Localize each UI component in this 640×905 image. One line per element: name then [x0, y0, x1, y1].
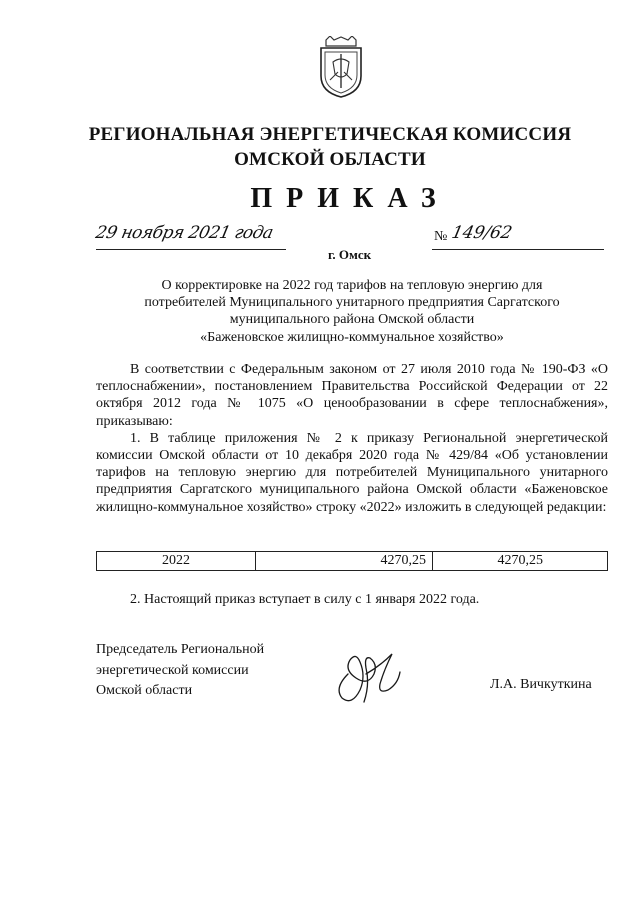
tariff-table	[96, 551, 608, 571]
signatory-title-line: Омской области	[96, 683, 193, 698]
handwritten-number: 149/62	[449, 223, 514, 243]
item-2-paragraph: 2. Настоящий приказ вступает в силу с 1 января 2022 года.	[130, 592, 480, 607]
handwritten-signature	[330, 644, 408, 708]
org-line-2: ОМСКОЙ ОБЛАСТИ	[234, 149, 426, 170]
order-body	[96, 361, 608, 516]
signatory-title-line: Председатель Региональной	[96, 642, 265, 657]
item-1-paragraph: 1. В таблице приложения № 2 к приказу Региональной энергетической комиссии Омской области от 10 декабря 2020 года № 429/84 «Об установлении тарифов на тепловую энергию для потребителей Муниципального унитарного предприятия Саргатского муниципального района Омской области «Баженовское жилищно-коммунальное хозяйство» строку «2022» изложить в следующей редакции:	[96, 430, 608, 515]
signatory-title-line: энергетической комиссии	[96, 662, 249, 678]
subject-line: О корректировке на 2022 год тарифов на тепловую энергию для	[161, 278, 543, 293]
city-label: г. Омск	[328, 247, 372, 262]
table-row	[97, 552, 608, 571]
date-field	[93, 223, 286, 250]
number-field	[432, 223, 604, 250]
subject-line: потребителей Муниципального унитарного предприятия Саргатского	[144, 295, 560, 311]
preamble-paragraph: В соответствии с Федеральным законом от 27 июля 2010 года № 190-ФЗ «О теплоснабжении», постановлением Правительства Российской Федерации от 22 октября 2012 года № 1075 «О ценообразовании в сфере теплоснабжения», приказываю:	[96, 362, 608, 429]
coat-of-arms-icon	[316, 36, 366, 98]
subject-line: муниципального района Омской области	[229, 312, 475, 328]
number-sign: №	[434, 229, 448, 244]
signatory-name: Л.А. Вичкуткина	[490, 677, 592, 692]
table-cell-year: 2022	[97, 552, 256, 571]
org-line-1: РЕГИОНАЛЬНАЯ ЭНЕРГЕТИЧЕСКАЯ КОМИССИЯ	[88, 124, 572, 145]
document-type-title: ПРИКАЗ	[250, 183, 450, 214]
handwritten-date: 29 ноября 2021 года	[93, 223, 275, 243]
table-cell-tariff-1: 4270,25	[256, 552, 433, 571]
order-subject	[96, 277, 608, 346]
subject-line: «Баженовское жилищно-коммунальное хозяйство»	[200, 329, 504, 345]
table-cell-tariff-2: 4270,25	[433, 552, 608, 571]
organization-name	[0, 122, 640, 172]
signatory-title	[96, 640, 264, 702]
